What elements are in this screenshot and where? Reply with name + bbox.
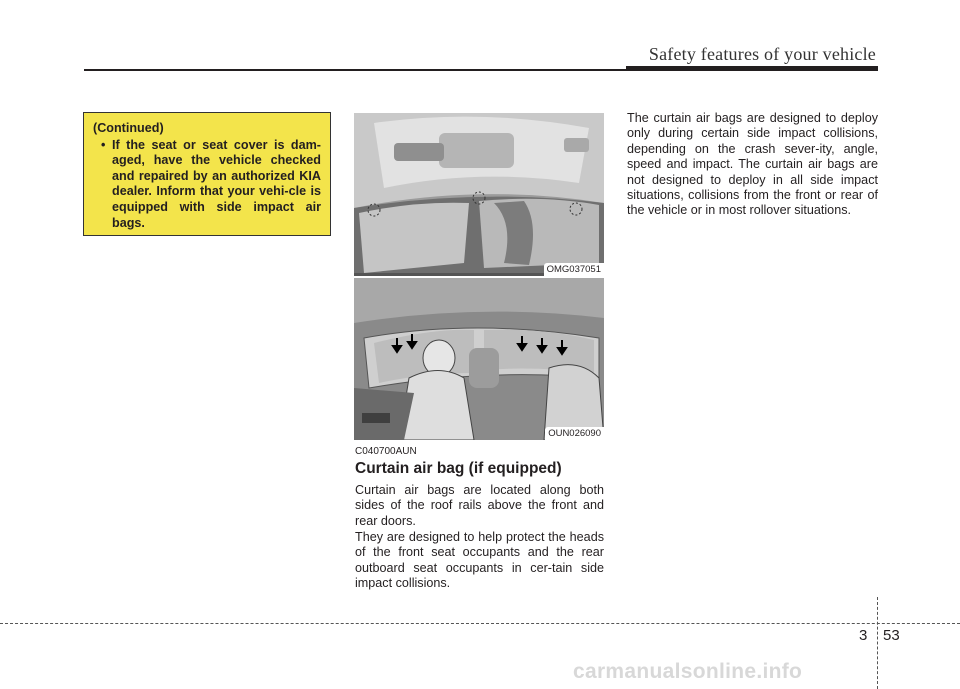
bullet-icon: • <box>101 137 106 152</box>
header-rule-accent <box>626 66 878 71</box>
body-paragraph-2: They are designed to help protect the heads of the front seat occupants and the rear outboard seat occupants in cer-tain side impact collisions. <box>355 530 604 591</box>
watermark: carmanualsonline.info <box>573 660 803 683</box>
warning-item-text: If the seat or seat cover is dam-aged, have the vehicle checked and repaired by an authorized KIA dealer. Inform that your vehi-cle is equipped with side impact air bags. <box>112 137 321 230</box>
warning-box <box>83 112 331 236</box>
footer-rule <box>0 623 960 624</box>
figure-caption-1: OMG037051 <box>544 263 604 276</box>
chapter-number: 3 <box>859 627 868 644</box>
section-header-title: Safety features of your vehicle <box>648 44 876 64</box>
section-title: Curtain air bag (if equipped) <box>355 460 562 477</box>
warning-continued-label: (Continued) <box>93 121 164 135</box>
figure-caption-2: OUN026090 <box>545 427 604 440</box>
body-paragraph-1: Curtain air bags are located along both sides of the roof rails above the front and rear doors. <box>355 483 604 528</box>
curtain-airbag-illustration <box>354 278 604 440</box>
roof-interior-illustration <box>354 113 604 276</box>
section-code: C040700AUN <box>355 446 417 457</box>
right-column-paragraph: The curtain air bags are designed to deploy only during certain side impact collisions, depending on the crash sever-ity, angle, speed and impact. The curtain air bags are not designed to deploy in all side impact situations, collisions from the front or rear of the vehicle or in most rollover situations. <box>627 111 878 218</box>
page-number: 53 <box>883 627 900 644</box>
warning-item <box>93 138 321 232</box>
figure-curtain-airbag <box>354 278 604 440</box>
page-number-divider <box>877 597 878 689</box>
figure-roof-interior <box>354 113 604 276</box>
